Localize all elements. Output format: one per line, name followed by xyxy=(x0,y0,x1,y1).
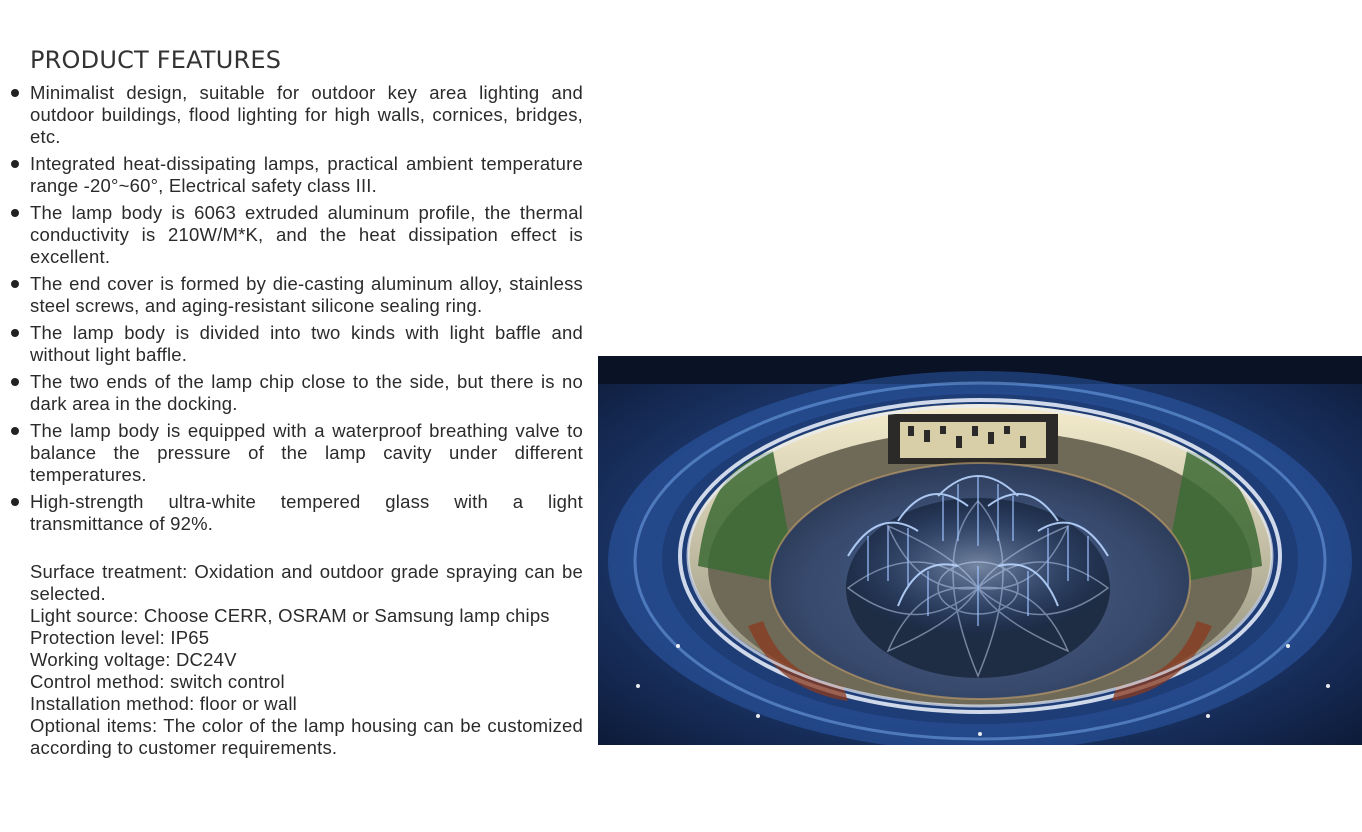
bullet-icon xyxy=(11,329,19,337)
feature-item xyxy=(30,153,583,197)
feature-item xyxy=(30,491,583,535)
product-features-section xyxy=(30,44,583,759)
feature-text: Integrated heat-dissipating lamps, practical ambient temperature range -20°~60°, Electrical safety class III. xyxy=(30,153,583,196)
feature-text: The end cover is formed by die-casting aluminum alloy, stainless steel screws, and aging-resistant silicone sealing ring. xyxy=(30,273,583,316)
section-title: PRODUCT FEATURES xyxy=(30,46,282,74)
application-photo xyxy=(598,356,1362,745)
feature-text: The lamp body is divided into two kinds with light baffle and without light baffle. xyxy=(30,322,583,365)
spec-control-method: Control method: switch control xyxy=(30,671,285,692)
spec-list xyxy=(30,561,583,759)
bullet-icon xyxy=(11,209,19,217)
spec-installation-method: Installation method: floor or wall xyxy=(30,693,297,714)
bullet-icon xyxy=(11,280,19,288)
feature-item xyxy=(30,273,583,317)
feature-item xyxy=(30,202,583,268)
spec-working-voltage: Working voltage: DC24V xyxy=(30,649,237,670)
feature-item xyxy=(30,82,583,148)
feature-item xyxy=(30,371,583,415)
feature-text: High-strength ultra-white tempered glass with a light transmittance of 92%. xyxy=(30,491,583,534)
feature-text: The two ends of the lamp chip close to the side, but there is no dark area in the docking. xyxy=(30,371,583,414)
bullet-icon xyxy=(11,89,19,97)
bullet-icon xyxy=(11,378,19,386)
feature-text: The lamp body is equipped with a waterproof breathing valve to balance the pressure of the lamp cavity under different temperatures. xyxy=(30,420,583,485)
spec-optional-items: Optional items: The color of the lamp housing can be customized according to customer requirements. xyxy=(30,715,583,758)
bullet-icon xyxy=(11,427,19,435)
feature-list xyxy=(30,82,583,535)
feature-text: Minimalist design, suitable for outdoor key area lighting and outdoor buildings, flood lighting for high walls, cornices, bridges, etc. xyxy=(30,82,583,147)
spec-light-source: Light source: Choose CERR, OSRAM or Samsung lamp chips xyxy=(30,605,550,626)
spec-protection-level: Protection level: IP65 xyxy=(30,627,210,648)
bullet-icon xyxy=(11,160,19,168)
bullet-icon xyxy=(11,498,19,506)
feature-item xyxy=(30,322,583,366)
fountain-plaza-illustration xyxy=(598,356,1362,745)
spec-surface-treatment: Surface treatment: Oxidation and outdoor grade spraying can be selected. xyxy=(30,561,583,604)
feature-text: The lamp body is 6063 extruded aluminum profile, the thermal conductivity is 210W/M*K, and the heat dissipation effect is excellent. xyxy=(30,202,583,267)
feature-item xyxy=(30,420,583,486)
